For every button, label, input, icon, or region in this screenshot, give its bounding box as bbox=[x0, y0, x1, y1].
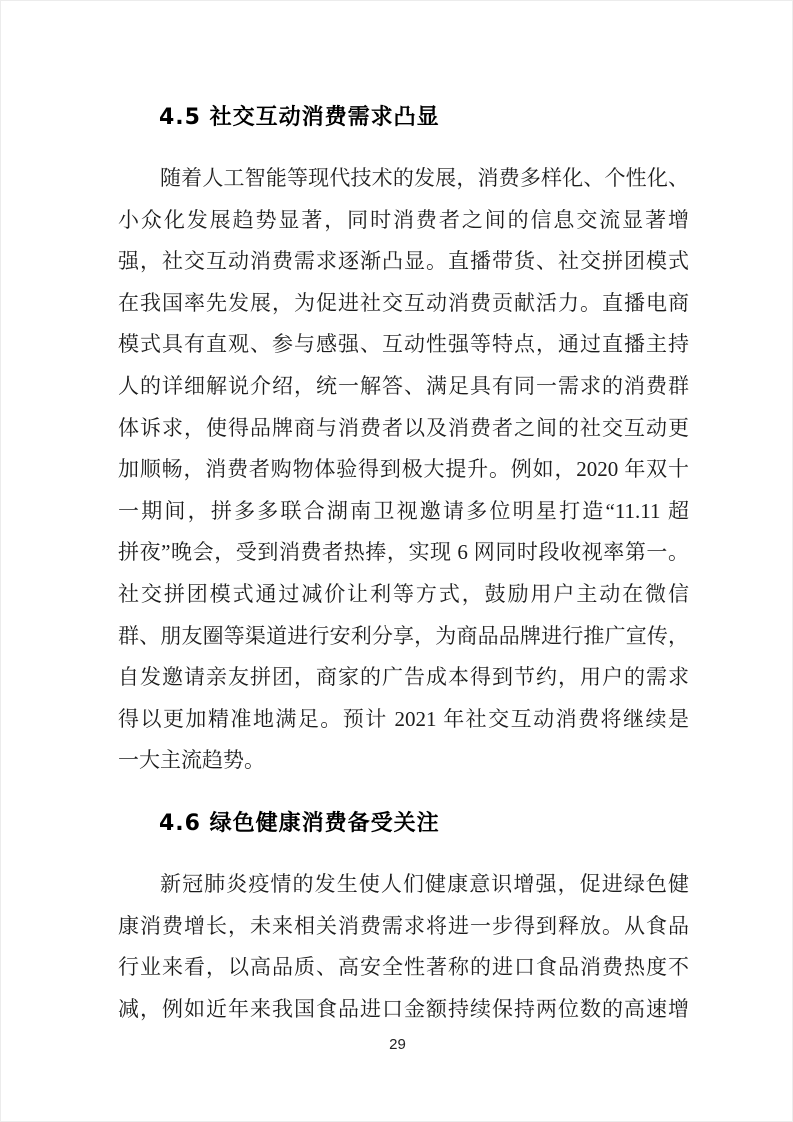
paragraph-green-health bbox=[118, 864, 689, 1030]
text-line: 强，社交互动消费需求逐渐凸显。直播带货、社交拼团模式 bbox=[118, 249, 689, 274]
text-line: 一期间，拼多多联合湖南卫视邀请多位明星打造“11.11 超 bbox=[118, 498, 689, 523]
page-number: 29 bbox=[389, 1036, 406, 1054]
text-line: 人的详细解说介绍，统一解答、满足具有同一需求的消费群 bbox=[118, 373, 689, 398]
text-line: 新冠肺炎疫情的发生使人们健康意识增强，促进绿色健 bbox=[160, 871, 689, 896]
text-line: 行业来看，以高品质、高安全性著称的进口食品消费热度不 bbox=[118, 955, 689, 980]
text-line: 社交拼团模式通过减价让利等方式，鼓励用户主动在微信 bbox=[118, 581, 689, 606]
section-heading-4-6: 4.6 绿色健康消费备受关注 bbox=[159, 810, 440, 836]
section-heading-4-5: 4.5 社交互动消费需求凸显 bbox=[159, 105, 440, 130]
text-line: 小众化发展趋势显著，同时消费者之间的信息交流显著增 bbox=[118, 207, 689, 232]
text-line: 自发邀请亲友拼团，商家的广告成本得到节约，用户的需求 bbox=[118, 665, 689, 690]
text-line: 群、朋友圈等渠道进行安利分享，为商品品牌进行推广宣传， bbox=[118, 623, 689, 648]
text-line: 在我国率先发展，为促进社交互动消费贡献活力。直播电商 bbox=[118, 290, 689, 315]
text-line: 拼夜”晚会，受到消费者热捧，实现 6 网同时段收视率第一。 bbox=[118, 540, 689, 565]
text-line: 加顺畅，消费者购物体验得到极大提升。例如，2020 年双十 bbox=[118, 457, 689, 482]
page-content bbox=[118, 1, 689, 1053]
text-line: 模式具有直观、参与感强、互动性强等特点，通过直播主持 bbox=[118, 332, 689, 357]
text-line: 康消费增长，未来相关消费需求将进一步得到释放。从食品 bbox=[118, 913, 689, 938]
text-line: 减，例如近年来我国食品进口金额持续保持两位数的高速增 bbox=[118, 996, 689, 1021]
text-line: 随着人工智能等现代技术的发展，消费多样化、个性化、 bbox=[160, 166, 689, 190]
text-line: 体诉求，使得品牌商与消费者以及消费者之间的社交互动更 bbox=[118, 415, 689, 440]
paragraph-social-interaction bbox=[118, 158, 689, 782]
text-line: 一大主流趋势。 bbox=[118, 748, 265, 773]
text-line: 得以更加精准地满足。预计 2021 年社交互动消费将继续是 bbox=[118, 706, 689, 731]
